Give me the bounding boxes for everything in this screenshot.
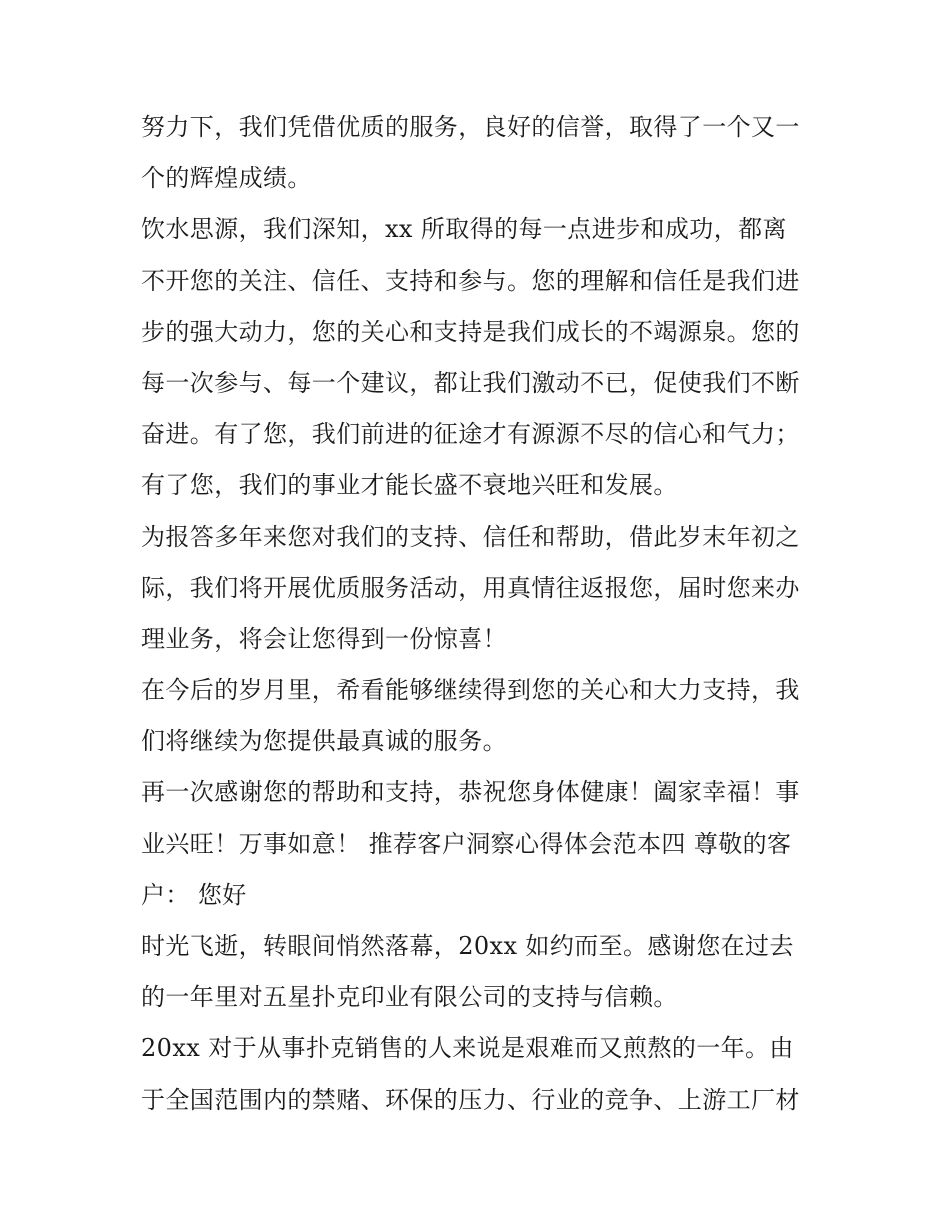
text-line: 业兴旺！万事如意！ 推荐客户洞察心得体会范本四 尊敬的客: [141, 829, 792, 858]
text-line: 为报答多年来您对我们的支持、信任和帮助，借此岁末年初之: [141, 522, 800, 551]
document-body: [141, 102, 821, 1126]
text-line: 个的辉煌成绩。: [141, 164, 312, 193]
text-line: 在今后的岁月里，希看能够继续得到您的关心和大力支持，我: [141, 676, 800, 705]
text-line: 户： 您好: [141, 880, 247, 909]
text-line: 不开您的关注、信任、支持和参与。您的理解和信任是我们进: [141, 266, 800, 295]
text-line: 20xx 对于从事扑克销售的人来说是艰难而又煎熬的一年。由: [141, 1034, 794, 1063]
text-line: 再一次感谢您的帮助和支持，恭祝您身体健康！阖家幸福！事: [141, 778, 800, 807]
text-line: 奋进。有了您，我们前进的征途才有源源不尽的信心和气力；: [141, 420, 800, 449]
text-line: 际，我们将开展优质服务活动，用真情往返报您，届时您来办: [141, 573, 800, 602]
text-line: 有了您，我们的事业才能长盛不衰地兴旺和发展。: [141, 471, 678, 500]
text-line: 们将继续为您提供最真诚的服务。: [141, 727, 507, 756]
text-line: 饮水思源，我们深知，xx 所取得的每一点进步和成功，都离: [141, 215, 787, 244]
text-line: 努力下，我们凭借优质的服务，良好的信誉，取得了一个又一: [141, 113, 800, 141]
text-line: 时光飞逝，转眼间悄然落幕，20xx 如约而至。感谢您在过去: [141, 932, 794, 960]
text-line: 步的强大动力，您的关心和支持是我们成长的不竭源泉。您的: [141, 317, 800, 346]
text-line: 于全国范围内的禁赌、环保的压力、行业的竞争、上游工厂材: [141, 1085, 800, 1114]
text-line: 理业务，将会让您得到一份惊喜！: [141, 624, 507, 653]
text-line: 的一年里对五星扑克印业有限公司的支持与信赖。: [141, 983, 678, 1012]
text-line: 每一次参与、每一个建议，都让我们激动不已，促使我们不断: [141, 368, 800, 397]
